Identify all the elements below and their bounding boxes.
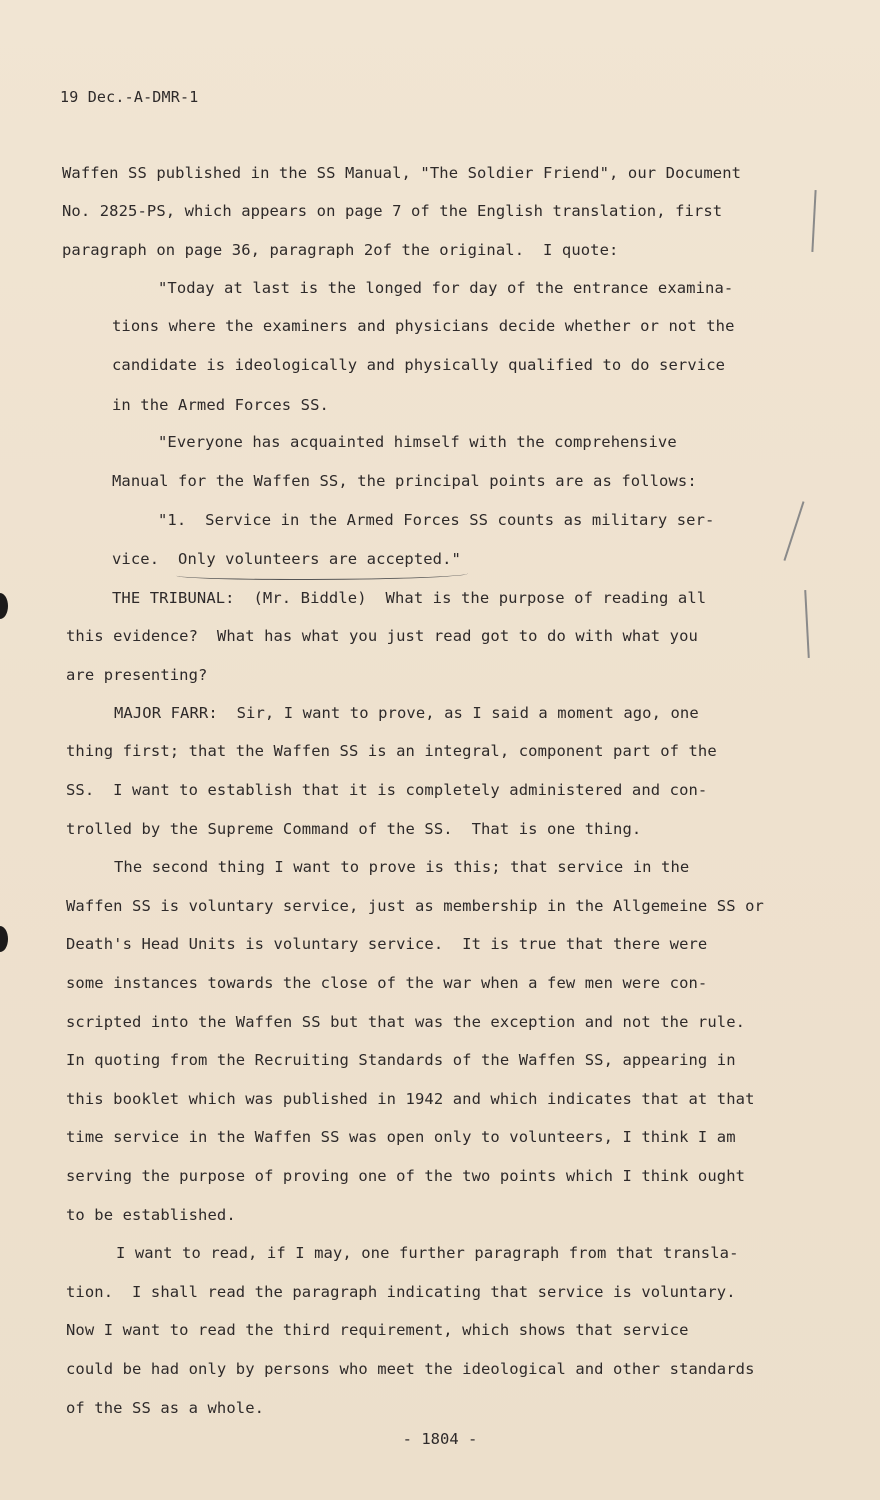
text-line: vice. Only volunteers are accepted.": [112, 550, 461, 568]
text-line: this booklet which was published in 1942 and which indicates that at that: [66, 1090, 755, 1108]
text-line: tions where the examiners and physicians decide whether or not the: [112, 317, 735, 335]
text-line: Manual for the Waffen SS, the principal points are as follows:: [112, 472, 697, 490]
text-line: scripted into the Waffen SS but that was the exception and not the rule.: [66, 1013, 746, 1031]
text-line: time service in the Waffen SS was open only to volunteers, I think I am: [66, 1128, 736, 1146]
text-line: to be established.: [66, 1206, 236, 1224]
pencil-underline: [176, 569, 468, 580]
text-line: "Everyone has acquainted himself with the comprehensive: [158, 433, 677, 451]
text-line: some instances towards the close of the war when a few men were con-: [66, 974, 708, 992]
text-line: No. 2825-PS, which appears on page 7 of the English translation, first: [62, 202, 723, 220]
punch-hole: [0, 593, 8, 619]
text-line: "Today at last is the longed for day of the entrance examina-: [158, 279, 734, 297]
margin-pencil-mark: [804, 590, 809, 658]
text-line: trolled by the Supreme Command of the SS. That is one thing.: [66, 820, 642, 838]
text-line: are presenting?: [66, 666, 208, 684]
text-line: of the SS as a whole.: [66, 1399, 265, 1417]
text-line: THE TRIBUNAL: (Mr. Biddle) What is the purpose of reading all: [112, 589, 707, 607]
text-line: In quoting from the Recruiting Standards of the Waffen SS, appearing in: [66, 1051, 736, 1069]
text-line: Death's Head Units is voluntary service. It is true that there were: [66, 935, 708, 953]
text-line: thing first; that the Waffen SS is an integral, component part of the: [66, 742, 717, 760]
text-line: serving the purpose of proving one of the two points which I think ought: [66, 1167, 746, 1185]
text-line: Waffen SS is voluntary service, just as membership in the Allgemeine SS or: [66, 897, 764, 915]
text-line: I want to read, if I may, one further paragraph from that transla-: [116, 1244, 739, 1262]
text-line: this evidence? What has what you just read got to do with what you: [66, 627, 698, 645]
text-line: Waffen SS published in the SS Manual, "The Soldier Friend", our Document: [62, 164, 742, 182]
text-line: in the Armed Forces SS.: [112, 396, 329, 414]
text-line: The second thing I want to prove is this; that service in the: [114, 858, 690, 876]
punch-hole: [0, 926, 8, 952]
text-line: candidate is ideologically and physically qualified to do service: [112, 356, 726, 374]
text-line: Now I want to read the third requirement, which shows that service: [66, 1321, 689, 1339]
text-line: MAJOR FARR: Sir, I want to prove, as I said a moment ago, one: [114, 704, 699, 722]
page-number: - 1804 -: [402, 1430, 478, 1448]
document-header: 19 Dec.-A-DMR-1: [60, 88, 199, 106]
text-line: "1. Service in the Armed Forces SS counts as military ser-: [158, 511, 715, 529]
text-line: tion. I shall read the paragraph indicating that service is voluntary.: [66, 1283, 736, 1301]
text-line: SS. I want to establish that it is completely administered and con-: [66, 781, 708, 799]
text-line: could be had only by persons who meet the ideological and other standards: [66, 1360, 755, 1378]
text-line: paragraph on page 36, paragraph 2of the original. I quote:: [62, 241, 619, 259]
margin-pencil-mark: [811, 190, 816, 252]
margin-pencil-mark: [783, 501, 804, 560]
